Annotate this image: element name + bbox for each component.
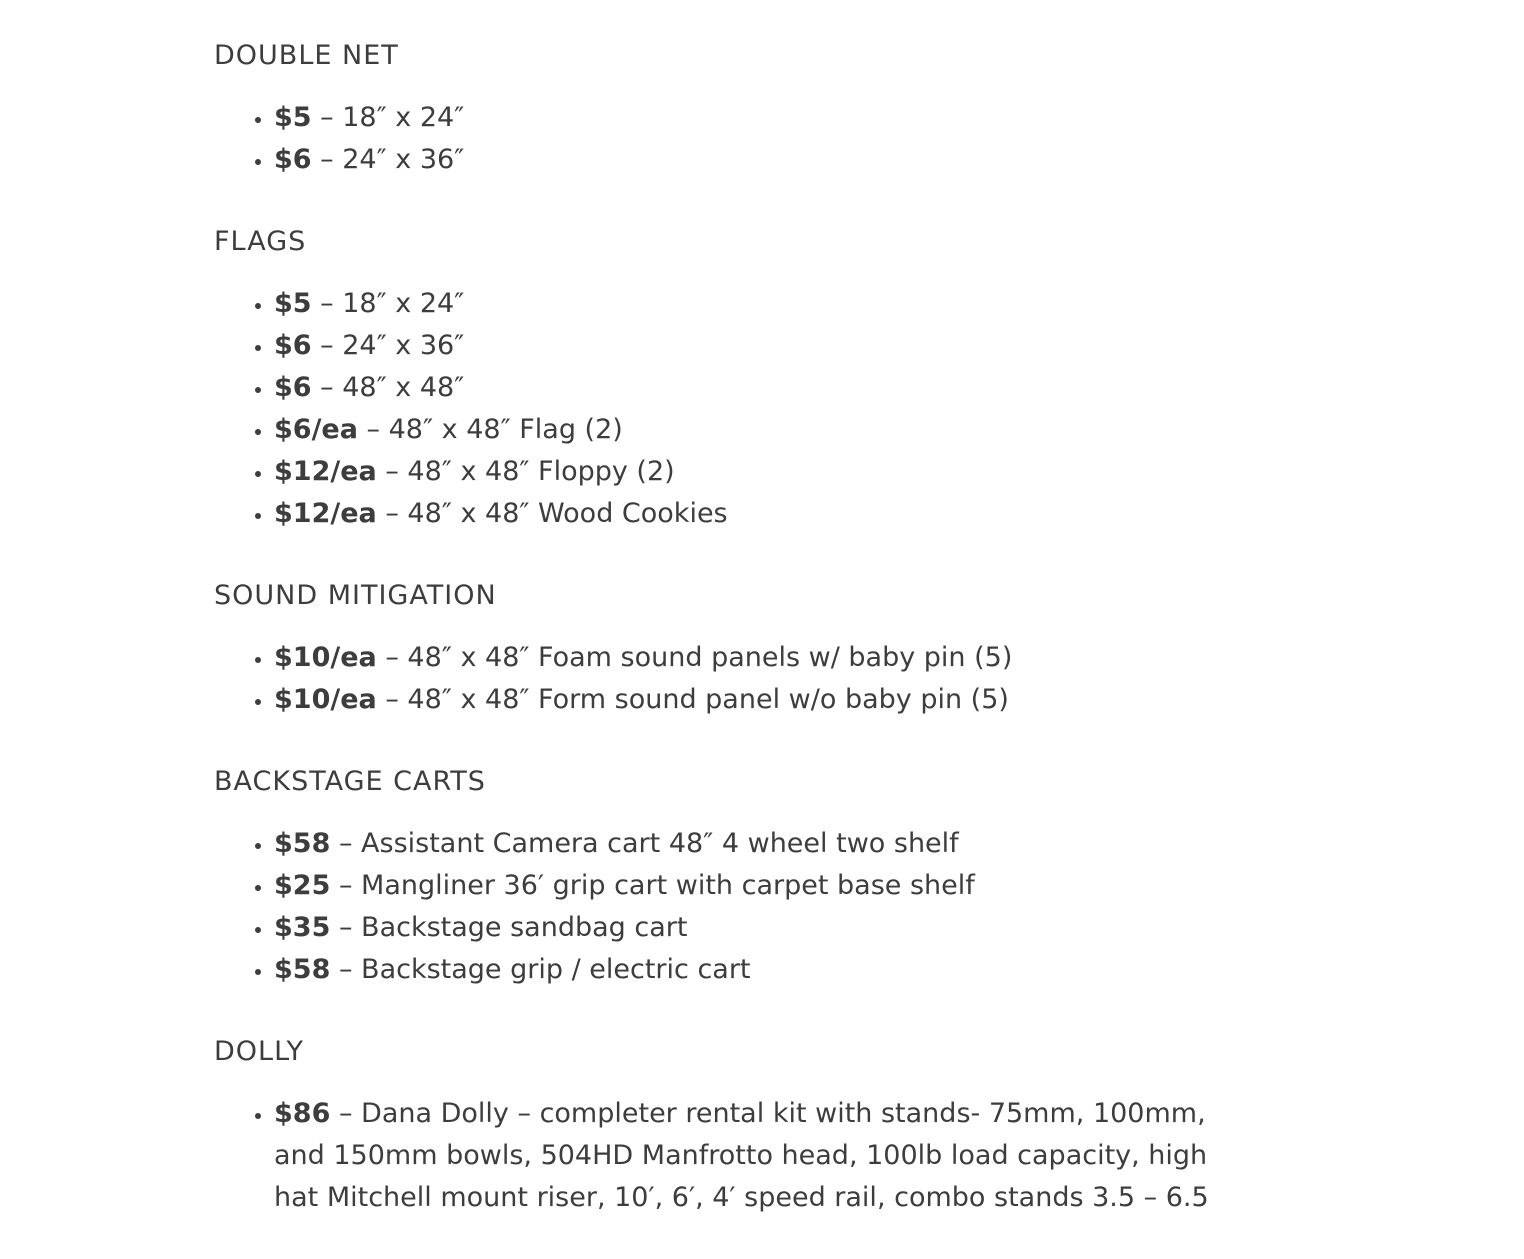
item-description: – 18″ x 24″ xyxy=(311,102,465,133)
item-price: $6 xyxy=(274,330,312,361)
list-item xyxy=(274,493,1254,535)
item-price: $5 xyxy=(274,288,312,319)
price-list xyxy=(214,283,1254,535)
section-title: BACKSTAGE CARTS xyxy=(214,766,486,797)
price-list xyxy=(214,823,1254,991)
item-description: – 48″ x 48″ xyxy=(311,372,465,403)
item-description: – 48″ x 48″ Foam sound panels w/ baby pin (5) xyxy=(376,642,1013,673)
item-price: $12/ea xyxy=(274,498,377,529)
list-item xyxy=(274,139,1254,181)
list-item xyxy=(274,679,1254,721)
item-price: $10/ea xyxy=(274,684,377,715)
item-price: $25 xyxy=(274,870,331,901)
item-price: $10/ea xyxy=(274,642,377,673)
list-item xyxy=(274,325,1254,367)
item-description: – 24″ x 36″ xyxy=(311,330,465,361)
item-description: – 48″ x 48″ Form sound panel w/o baby pin (5) xyxy=(376,684,1009,715)
price-list xyxy=(214,637,1254,721)
section-title: DOLLY xyxy=(214,1036,305,1067)
list-item xyxy=(274,283,1254,325)
price-list xyxy=(214,1093,1254,1219)
list-item xyxy=(274,451,1254,493)
list-item xyxy=(274,823,1254,865)
list-item xyxy=(274,949,1254,991)
section-double-net xyxy=(214,35,1254,221)
section-title: DOUBLE NET xyxy=(214,40,399,71)
item-price: $58 xyxy=(274,954,331,985)
list-item xyxy=(274,97,1254,139)
item-description: – 18″ x 24″ xyxy=(311,288,465,319)
list-item xyxy=(274,865,1254,907)
price-list xyxy=(214,97,1254,181)
item-description: – Dana Dolly – completer rental kit with stands- 75mm, 100mm, and 150mm bowls, 504HD Manfrotto head, 100lb load capacity, high hat Mitchell mount riser, 10′, 6′, 4′ speed rail, combo stands 3.5 – 6.5 xyxy=(274,1098,1209,1213)
item-description: – 48″ x 48″ Floppy (2) xyxy=(376,456,675,487)
list-item xyxy=(274,1093,1254,1219)
item-price: $6/ea xyxy=(274,414,358,445)
item-description: – 24″ x 36″ xyxy=(311,144,465,175)
item-price: $12/ea xyxy=(274,456,377,487)
list-item xyxy=(274,367,1254,409)
item-price: $86 xyxy=(274,1098,331,1129)
item-price: $6 xyxy=(274,144,312,175)
list-item xyxy=(274,637,1254,679)
list-item xyxy=(274,907,1254,949)
item-price: $6 xyxy=(274,372,312,403)
item-price: $58 xyxy=(274,828,331,859)
item-price: $35 xyxy=(274,912,331,943)
item-description: – Backstage sandbag cart xyxy=(330,912,688,943)
item-description: – Mangliner 36′ grip cart with carpet base shelf xyxy=(330,870,975,901)
list-item xyxy=(274,409,1254,451)
section-title: FLAGS xyxy=(214,226,307,257)
section-backstage-carts xyxy=(214,761,1254,1031)
item-price: $5 xyxy=(274,102,312,133)
item-description: – 48″ x 48″ Wood Cookies xyxy=(376,498,728,529)
section-title: SOUND MITIGATION xyxy=(214,580,497,611)
section-dolly xyxy=(214,1031,1254,1259)
item-description: – Backstage grip / electric cart xyxy=(330,954,751,985)
item-description: – 48″ x 48″ Flag (2) xyxy=(357,414,623,445)
section-flags xyxy=(214,221,1254,575)
item-description: – Assistant Camera cart 48″ 4 wheel two shelf xyxy=(330,828,959,859)
section-sound-mitigation xyxy=(214,575,1254,761)
